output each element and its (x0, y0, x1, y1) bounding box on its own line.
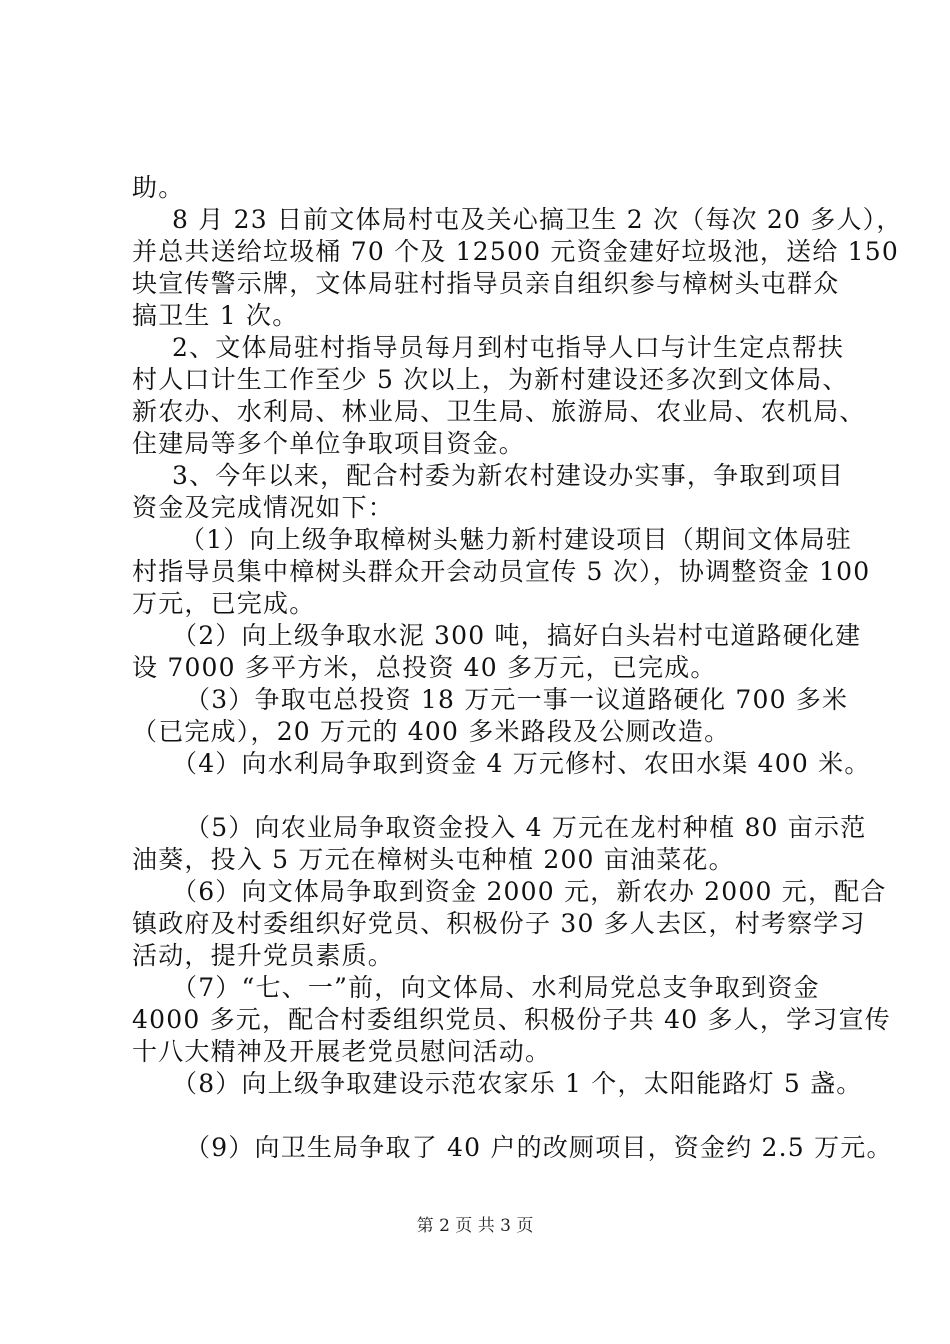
text-line: 村指导员集中樟树头群众开会动员宣传 5 次），协调整资金 100 (132, 557, 871, 586)
text-line: 设 7000 多平方米，总投资 40 多万元，已完成。 (132, 653, 717, 682)
text-line: （已完成），20 万元的 400 多米路段及公厕改造。 (132, 717, 731, 746)
text-line: 村人口计生工作至少 5 次以上，为新村建设还多次到文体局、 (132, 365, 849, 394)
text-line: 8 月 23 日前文体局村屯及关心搞卫生 2 次（每次 20 多人）， (172, 205, 903, 234)
text-line: （7）“七、一”前，向文体局、水利局党总支争取到资金 (172, 973, 820, 1002)
text-line: 助。 (132, 173, 185, 202)
page-footer: 第 2 页 共 3 页 (416, 1216, 534, 1236)
text-line: 十八大精神及开展老党员慰问活动。 (132, 1037, 552, 1066)
text-line: 油葵，投入 5 万元在樟树头屯种植 200 亩油菜花。 (132, 845, 735, 874)
text-line: 3、今年以来，配合村委为新农村建设办实事，争取到项目 (172, 461, 845, 490)
text-line: 活动，提升党员素质。 (132, 941, 395, 970)
text-line: 万元，已完成。 (132, 589, 316, 618)
text-line: （4）向水利局争取到资金 4 万元修村、农田水渠 400 米。 (172, 749, 871, 778)
text-line: 资金及完成情况如下： (132, 493, 395, 522)
text-line: （5）向农业局争取资金投入 4 万元在龙村种植 80 亩示范 (185, 813, 867, 842)
text-line: （3）争取屯总投资 18 万元一事一议道路硬化 700 多米 (185, 685, 849, 714)
text-line: 4000 多元，配合村委组织党员、积极份子共 40 多人，学习宣传 (132, 1005, 891, 1034)
text-line: 2、文体局驻村指导员每月到村屯指导人口与计生定点帮扶 (172, 333, 845, 362)
text-line: 并总共送给垃圾桶 70 个及 12500 元资金建好垃圾池，送给 150 (132, 237, 899, 266)
text-line: 住建局等多个单位争取项目资金。 (132, 429, 526, 458)
text-line: （2）向上级争取水泥 300 吨，搞好白头岩村屯道路硬化建 (172, 621, 862, 650)
text-line: 搞卫生 1 次。 (132, 301, 299, 330)
text-line: 块宣传警示牌，文体局驻村指导员亲自组织参与樟树头屯群众 (132, 269, 840, 298)
text-line: 新农办、水利局、林业局、卫生局、旅游局、农业局、农机局、 (132, 397, 866, 426)
text-line: （9）向卫生局争取了 40 户的改厕项目，资金约 2.5 万元。 (185, 1133, 893, 1162)
text-line: （8）向上级争取建设示范农家乐 1 个，太阳能路灯 5 盏。 (172, 1069, 863, 1098)
text-line: 镇政府及村委组织好党员、积极份子 30 多人去区，村考察学习 (132, 909, 866, 938)
text-line: （6）向文体局争取到资金 2000 元，新农办 2000 元，配合 (172, 877, 887, 906)
text-line: （1）向上级争取樟树头魅力新村建设项目（期间文体局驻 (180, 525, 853, 554)
